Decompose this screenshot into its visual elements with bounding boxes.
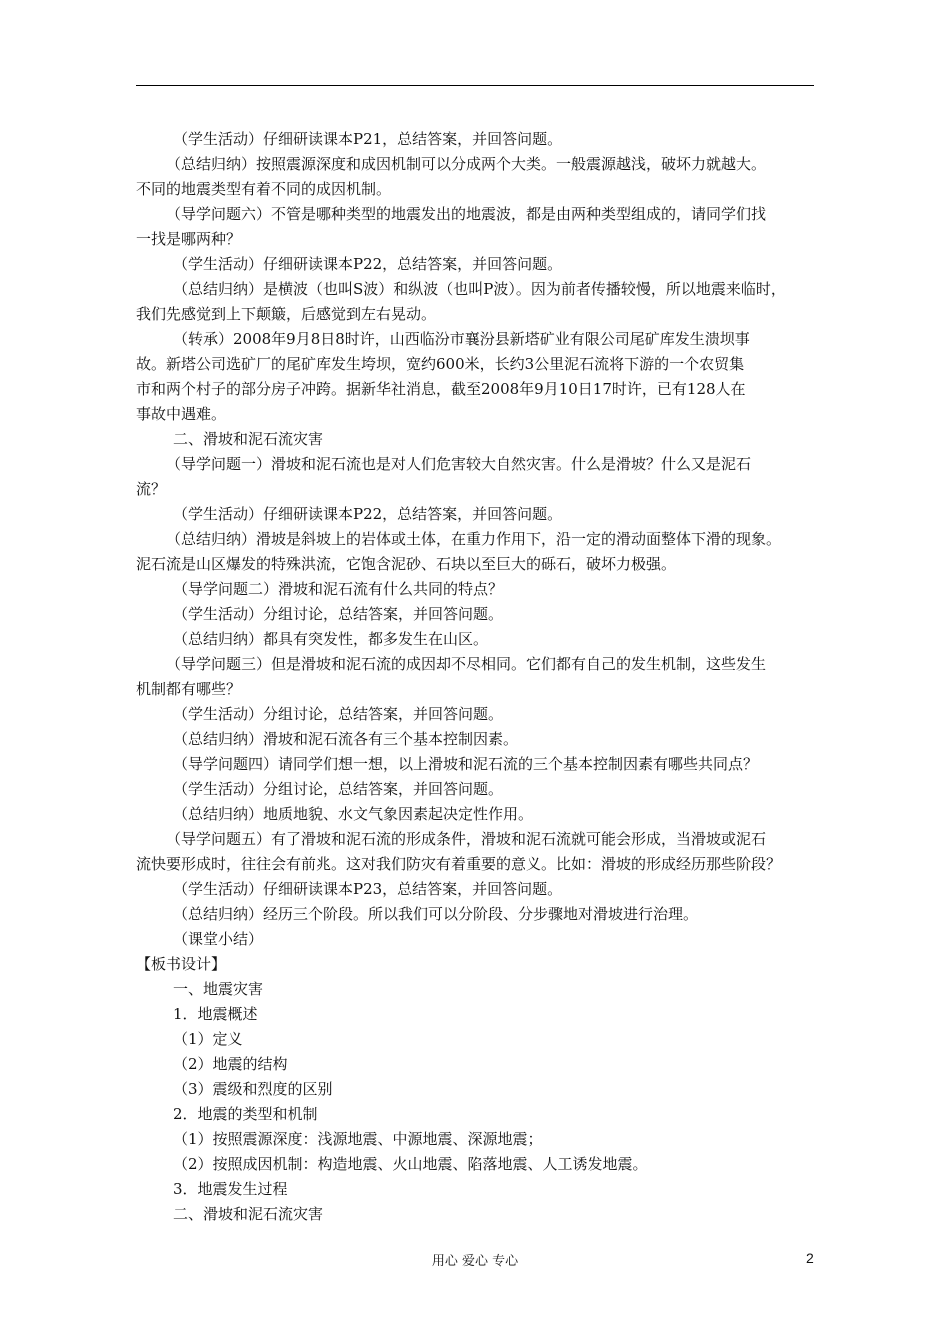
header-rule — [136, 85, 814, 86]
text-line: （总结归纳）滑坡是斜坡上的岩体或土体，在重力作用下，沿一定的滑动面整体下滑的现象。 — [166, 530, 782, 548]
text-line: （导学问题五）有了滑坡和泥石流的形成条件，滑坡和泥石流就可能会形成，当滑坡或泥石 — [166, 830, 767, 848]
text-line: （学生活动）分组讨论，总结答案，并回答问题。 — [173, 780, 504, 798]
text-line: 一、地震灾害 — [173, 980, 264, 998]
page-number: 2 — [806, 1250, 814, 1266]
text-line: （学生活动）分组讨论，总结答案，并回答问题。 — [173, 705, 504, 723]
footer-motto: 用心 爱心 专心 — [431, 1254, 519, 1269]
text-line: （1）按照震源深度：浅源地震、中源地震、深源地震； — [173, 1130, 543, 1148]
text-line: （学生活动）仔细研读课本P21，总结答案，并回答问题。 — [173, 130, 563, 148]
text-line: 泥石流是山区爆发的特殊洪流，它饱含泥砂、石块以至巨大的砾石，破坏力极强。 — [136, 555, 677, 573]
text-line: 流？ — [136, 480, 167, 498]
document-body — [136, 127, 826, 1227]
text-line: 二、滑坡和泥石流灾害 — [173, 1205, 324, 1223]
text-line: 2．地震的类型和机制 — [173, 1105, 318, 1123]
text-line: （总结归纳）经历三个阶段。所以我们可以分阶段、分步骤地对滑坡进行治理。 — [173, 905, 699, 923]
text-line: （3）震级和烈度的区别 — [173, 1080, 333, 1098]
text-line: 故。新塔公司选矿厂的尾矿库发生垮坝，宽约600米，长约3公里泥石流将下游的一个农贸集 — [136, 355, 745, 373]
text-line: （学生活动）仔细研读课本P22，总结答案，并回答问题。 — [173, 505, 563, 523]
text-line: 机制都有哪些？ — [136, 680, 242, 698]
text-line: （导学问题六）不管是哪种类型的地震发出的地震波，都是由两种类型组成的，请同学们找 — [166, 205, 767, 223]
text-line: 3．地震发生过程 — [173, 1180, 288, 1198]
text-line: 二、滑坡和泥石流灾害 — [173, 430, 324, 448]
text-line: 【板书设计】 — [136, 955, 227, 973]
text-line: （2）地震的结构 — [173, 1055, 288, 1073]
text-line: 1．地震概述 — [173, 1005, 258, 1023]
text-line: （总结归纳）是横波（也叫S波）和纵波（也叫P波）。因为前者传播较慢，所以地震来临时， — [173, 280, 786, 298]
text-line: 事故中遇难。 — [136, 405, 227, 423]
text-line: （总结归纳）地质地貌、水文气象因素起决定性作用。 — [173, 805, 534, 823]
text-line: 一找是哪两种？ — [136, 230, 242, 248]
text-line: 流快要形成时，往往会有前兆。这对我们防灾有着重要的意义。比如：滑坡的形成经历那些阶段？ — [136, 855, 782, 873]
text-line: 不同的地震类型有着不同的成因机制。 — [136, 180, 392, 198]
text-line: 我们先感觉到上下颠簸，后感觉到左右晃动。 — [136, 305, 437, 323]
text-line: （学生活动）仔细研读课本P22，总结答案，并回答问题。 — [173, 255, 563, 273]
text-line: （学生活动）仔细研读课本P23，总结答案，并回答问题。 — [173, 880, 563, 898]
text-line: （导学问题一）滑坡和泥石流也是对人们危害较大自然灾害。什么是滑坡？什么又是泥石 — [166, 455, 752, 473]
text-line: 市和两个村子的部分房子冲跨。据新华社消息，截至2008年9月10日17时许，已有128人在 — [136, 380, 746, 398]
text-line: （导学问题二）滑坡和泥石流有什么共同的特点？ — [173, 580, 504, 598]
text-line: （总结归纳）按照震源深度和成因机制可以分成两个大类。一般震源越浅，破坏力就越大。 — [166, 155, 767, 173]
text-line: （1）定义 — [173, 1030, 243, 1048]
text-line: （学生活动）分组讨论，总结答案，并回答问题。 — [173, 605, 504, 623]
text-line: （总结归纳）滑坡和泥石流各有三个基本控制因素。 — [173, 730, 519, 748]
text-line: （总结归纳）都具有突发性，都多发生在山区。 — [173, 630, 489, 648]
text-line: （导学问题三）但是滑坡和泥石流的成因却不尽相同。它们都有自己的发生机制，这些发生 — [166, 655, 767, 673]
text-line: （课堂小结） — [173, 930, 264, 948]
text-line: （导学问题四）请同学们想一想，以上滑坡和泥石流的三个基本控制因素有哪些共同点？ — [173, 755, 759, 773]
text-line: （转承）2008年9月8日8时许，山西临汾市襄汾县新塔矿业有限公司尾矿库发生溃坝事 — [173, 330, 750, 348]
text-line: （2）按照成因机制：构造地震、火山地震、陷落地震、人工诱发地震。 — [173, 1155, 648, 1173]
